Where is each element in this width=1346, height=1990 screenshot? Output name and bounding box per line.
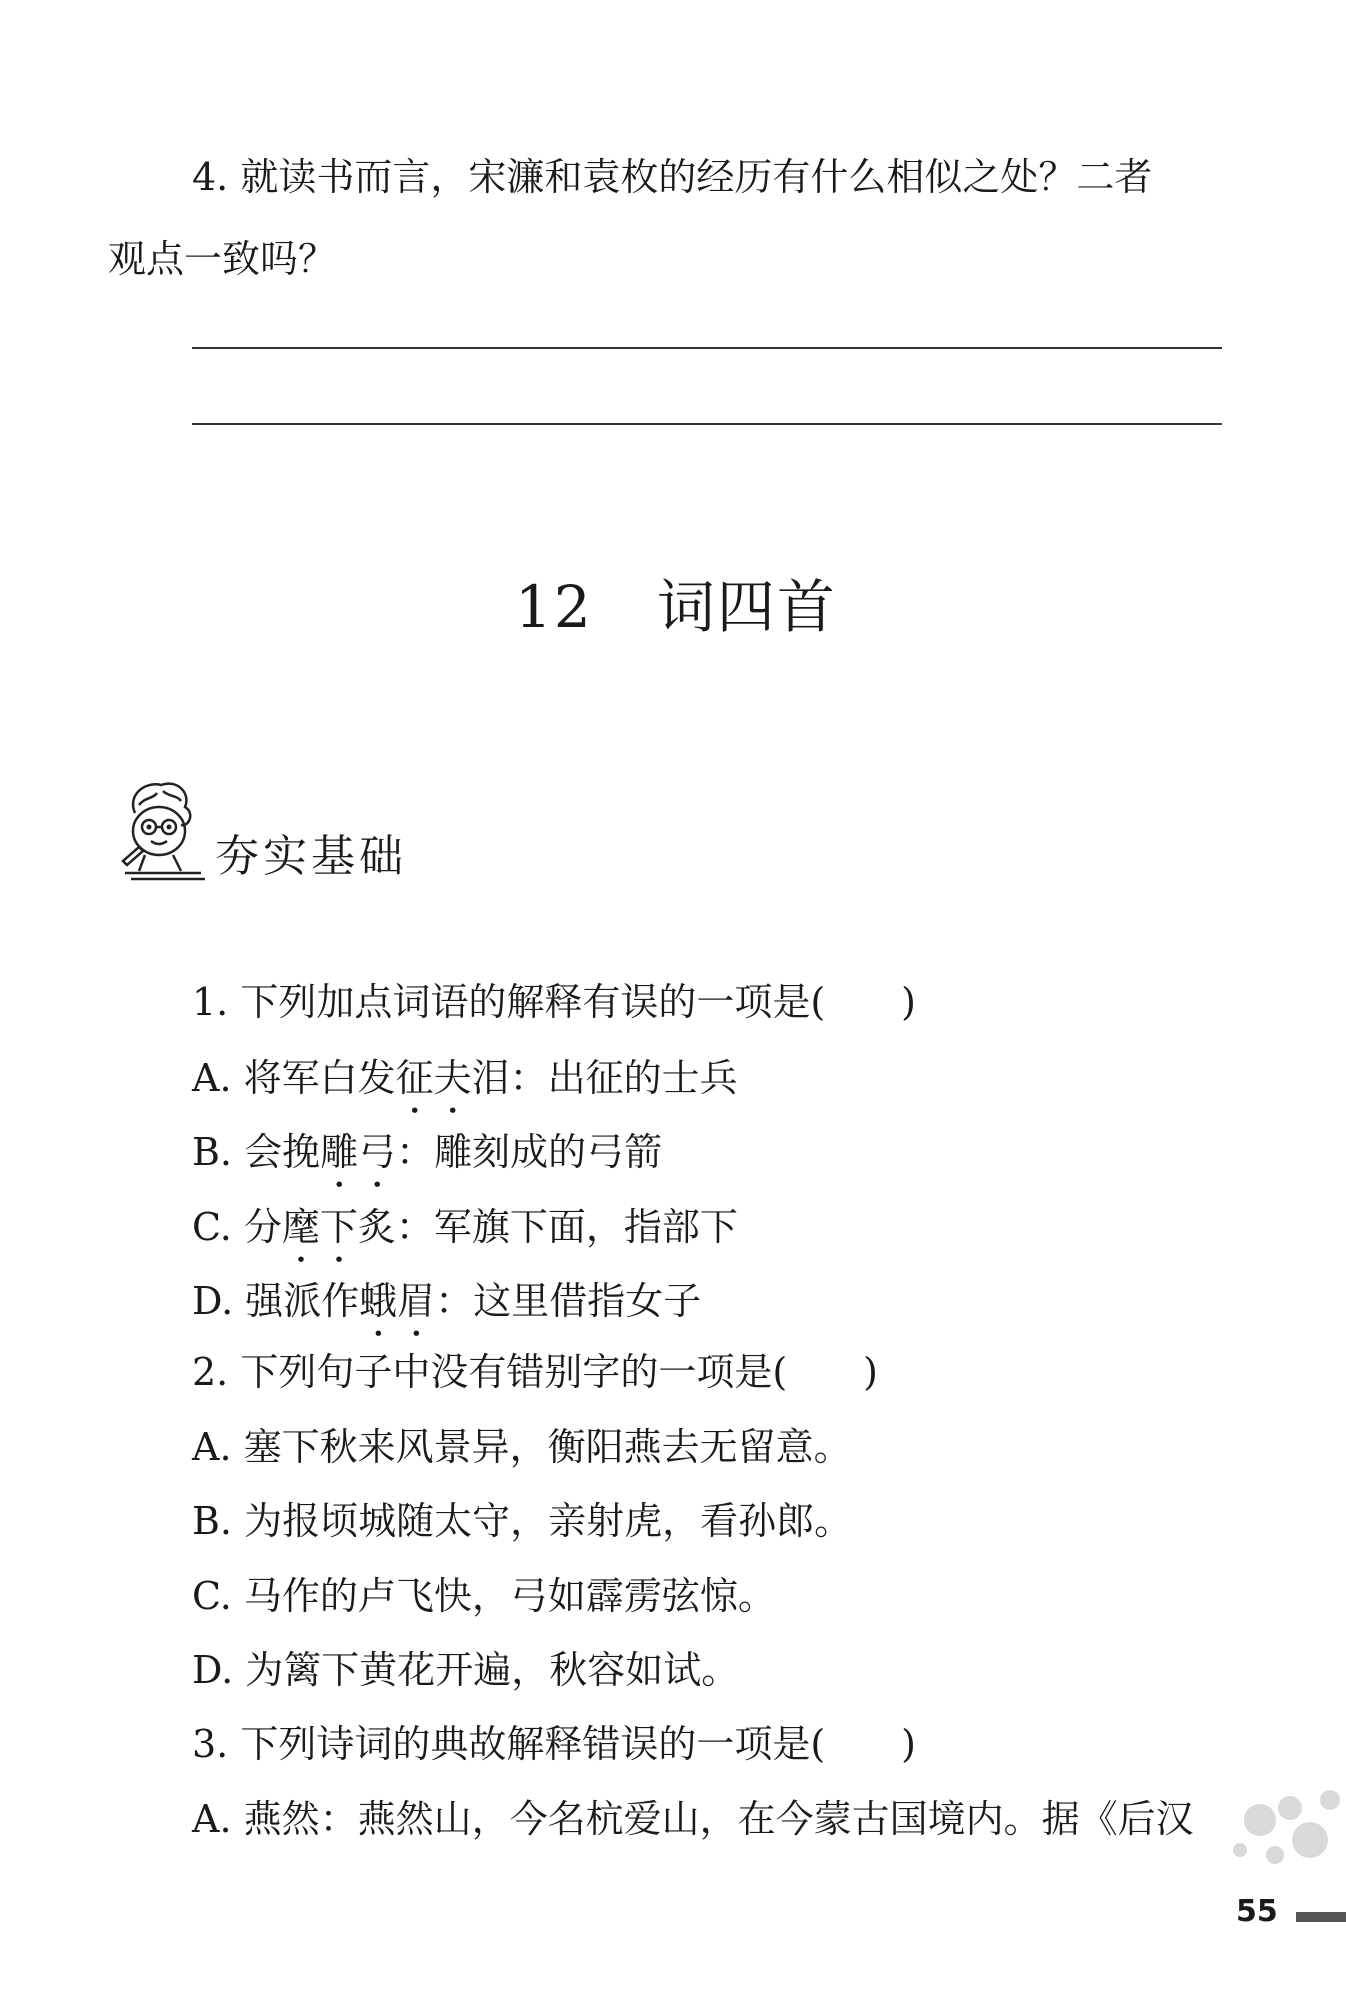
q2-stem: 2. 下列句子中没有错别字的一项是( ) [192, 1350, 878, 1394]
prev-question-line2: 观点一致吗？ [108, 237, 337, 281]
q1-option-a[interactable]: A. 将军白发征夫泪：出征的士兵 [192, 1056, 738, 1100]
chapter-number: 12 [515, 573, 593, 641]
q3-stem: 3. 下列诗词的典故解释错误的一项是( ) [192, 1722, 916, 1766]
section-header [105, 775, 435, 885]
teacher-cartoon-icon [105, 775, 215, 885]
q1-stem: 1. 下列加点词语的解释有误的一项是( ) [192, 980, 916, 1024]
prev-question-line1: 4. 就读书而言，宋濂和袁枚的经历有什么相似之处？二者 [192, 155, 1153, 199]
q2-option-c[interactable]: C. 马作的卢飞快，弓如霹雳弦惊。 [192, 1574, 776, 1618]
page-number-bar [1296, 1912, 1346, 1922]
dotted-word: 蛾眉 [359, 1279, 436, 1323]
q2-option-d[interactable]: D. 为篱下黄花开遍，秋容如试。 [192, 1648, 740, 1692]
q1-option-c[interactable]: C. 分麾下炙：军旗下面，指部下 [192, 1205, 738, 1249]
answer-line-2[interactable] [192, 423, 1222, 425]
dotted-word: 雕弓 [320, 1130, 397, 1174]
section-title: 夯实基础 [215, 831, 407, 882]
answer-line-1[interactable] [192, 347, 1222, 349]
chapter-name: 词四首 [656, 573, 837, 641]
chapter-title [515, 560, 837, 644]
page-number: 55 [1236, 1894, 1278, 1929]
q1-option-d[interactable]: D. 强派作蛾眉：这里借指女子 [192, 1279, 702, 1323]
q2-option-b[interactable]: B. 为报顷城随太守，亲射虎，看孙郎。 [192, 1499, 853, 1543]
q1-option-b[interactable]: B. 会挽雕弓：雕刻成的弓箭 [192, 1130, 663, 1174]
q3-option-a[interactable]: A. 燕然：燕然山，今名杭爱山，在今蒙古国境内。据《后汉 [192, 1797, 1194, 1841]
corner-decoration [1200, 1780, 1346, 1890]
dotted-word: 麾下 [281, 1205, 358, 1249]
q2-option-a[interactable]: A. 塞下秋来风景异，衡阳燕去无留意。 [192, 1425, 852, 1469]
dotted-word: 征夫 [395, 1056, 472, 1100]
